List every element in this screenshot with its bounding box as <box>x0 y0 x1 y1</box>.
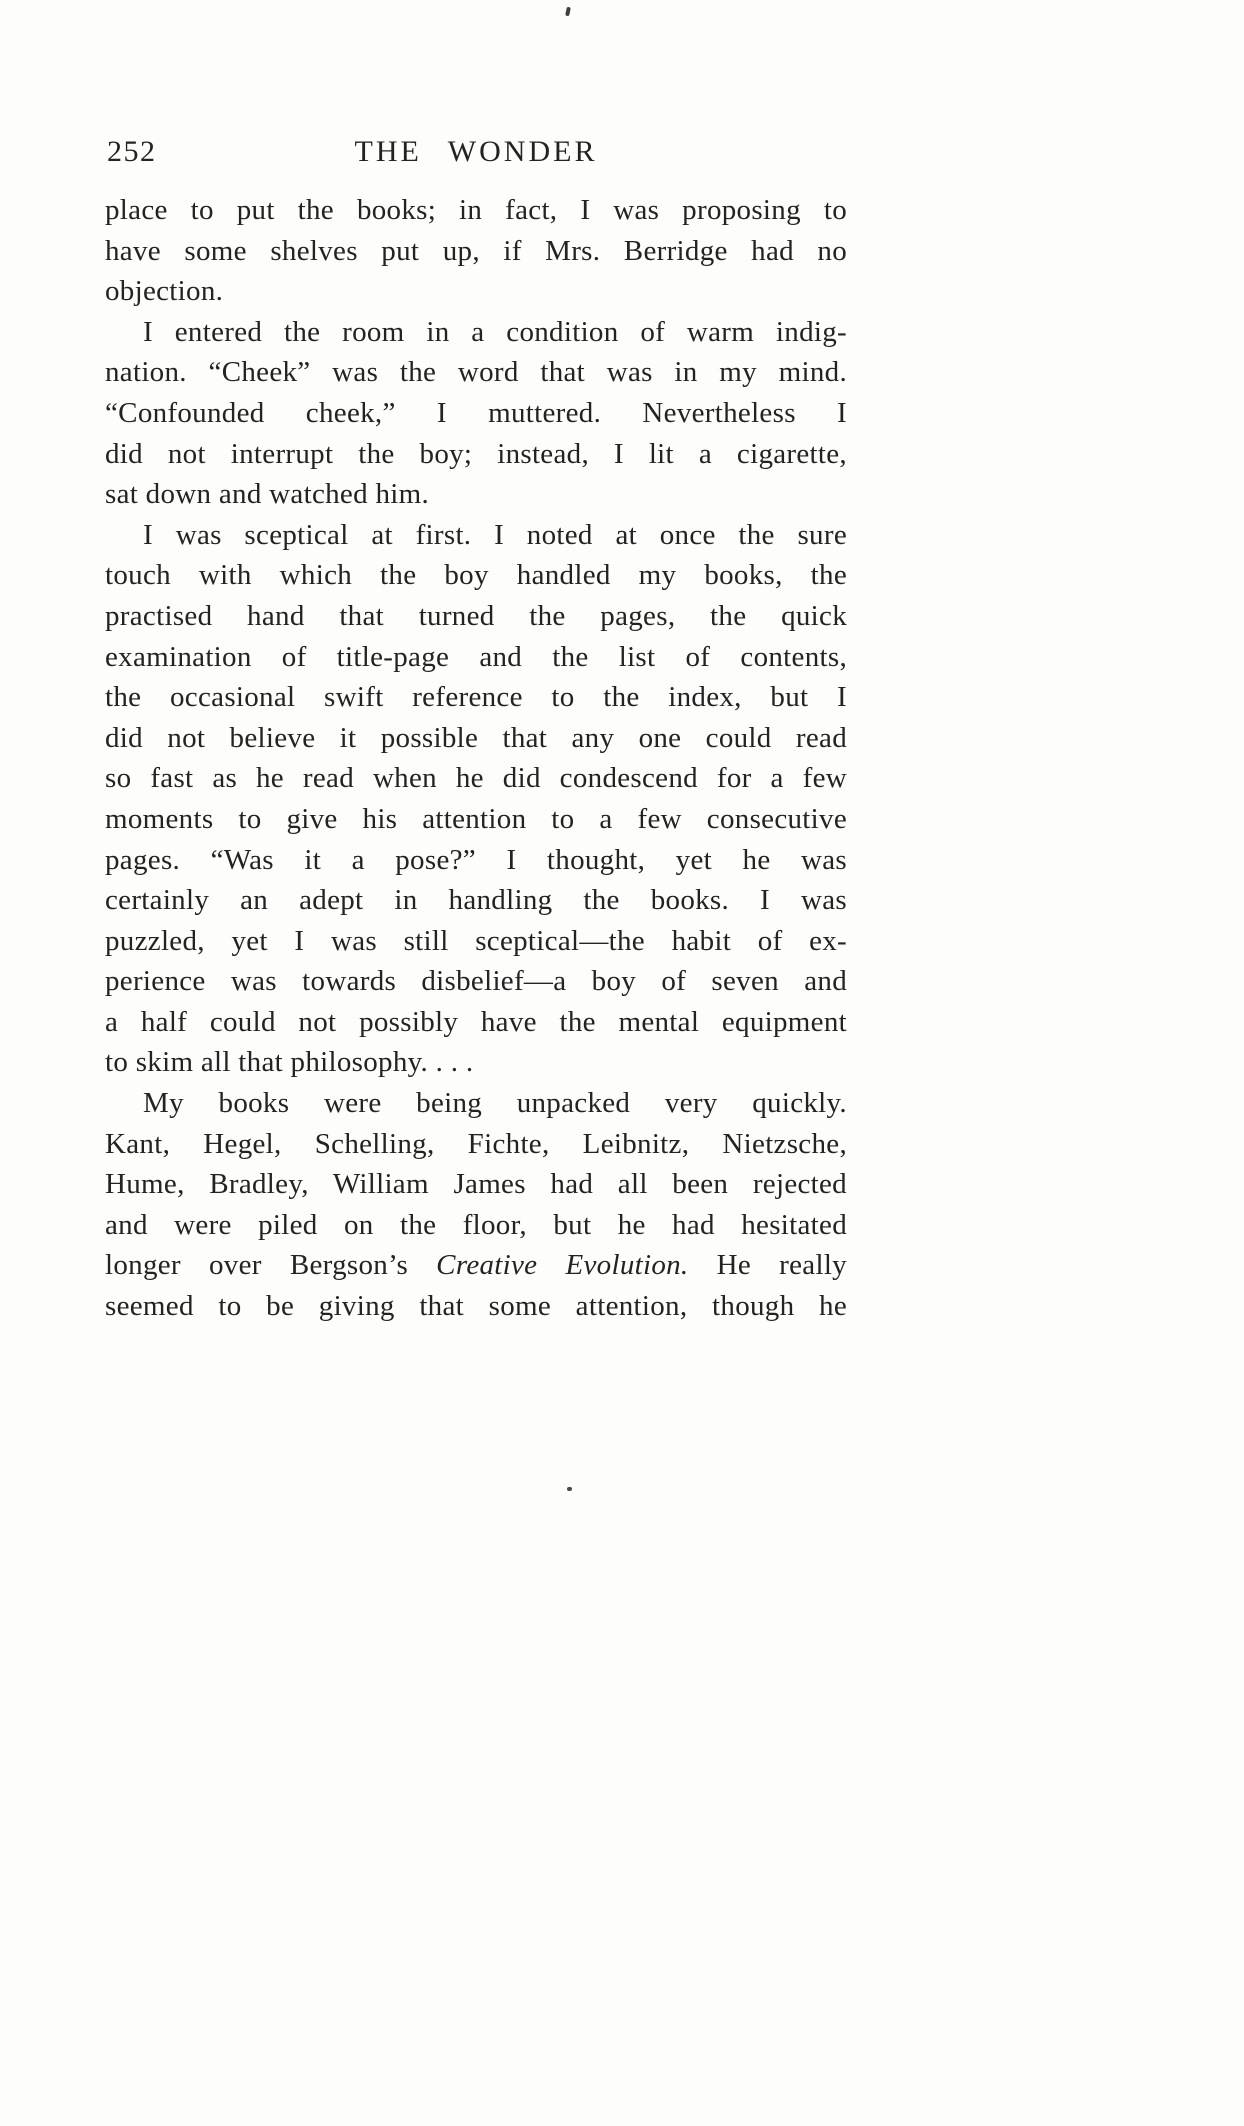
text-run: I was sceptical at first. I noted at once the sure <box>143 518 847 551</box>
text-line <box>105 231 847 272</box>
text-run: My books were being unpacked very quickly. <box>143 1087 847 1120</box>
text-run: a half could not possibly have the mental equipment <box>105 1005 847 1038</box>
text-line <box>105 271 847 312</box>
text-line <box>105 677 847 718</box>
text-run: “Confounded cheek,” I muttered. Nevertheless I <box>105 396 847 429</box>
text-run: seemed to be giving that some attention, though he <box>105 1290 847 1323</box>
text-line <box>105 190 847 231</box>
text-run: objection. <box>105 275 224 308</box>
text-line <box>105 434 847 475</box>
text-run: Kant, Hegel, Schelling, Fichte, Leibnitz, Nietzsche, <box>105 1127 847 1160</box>
scan-speck-top <box>565 7 571 17</box>
text-line <box>105 474 847 515</box>
page-number: 252 <box>107 135 157 168</box>
text-block <box>105 190 847 1327</box>
text-run: touch with which the boy handled my books, the <box>105 559 847 592</box>
text-run: examination of title-page and the list of contents, <box>105 640 847 673</box>
text-run: so fast as he read when he did condescend for a few <box>105 762 847 795</box>
text-run: Hume, Bradley, William James had all been rejected <box>105 1168 847 1201</box>
text-run: did not believe it possible that any one could read <box>105 721 847 754</box>
text-run: certainly an adept in handling the books. I was <box>105 884 847 917</box>
text-line <box>105 312 847 353</box>
text-line <box>105 880 847 921</box>
italic-book-title: Creative Evolution. <box>436 1249 689 1282</box>
text-run: I entered the room in a condition of warm indig- <box>143 315 847 348</box>
text-run: He really <box>688 1249 847 1282</box>
text-run: longer over Bergson’s <box>105 1249 437 1282</box>
text-run: to skim all that philosophy. . . . <box>105 1046 474 1079</box>
text-line <box>105 637 847 678</box>
text-line <box>105 1083 847 1124</box>
text-line <box>105 515 847 556</box>
text-line <box>105 352 847 393</box>
text-line <box>105 393 847 434</box>
text-line <box>105 921 847 962</box>
text-line <box>105 961 847 1002</box>
page-header <box>105 130 847 174</box>
text-run: have some shelves put up, if Mrs. Berridge had no <box>105 234 847 267</box>
text-line <box>105 1205 847 1246</box>
text-line <box>105 758 847 799</box>
scan-speck-bottom <box>567 1487 572 1491</box>
text-run: and were piled on the floor, but he had hesitated <box>105 1208 847 1241</box>
text-run: moments to give his attention to a few consecutive <box>105 802 847 835</box>
text-run: perience was towards disbelief—a boy of seven and <box>105 965 847 998</box>
text-run: the occasional swift reference to the index, but I <box>105 681 847 714</box>
text-run: puzzled, yet I was still sceptical—the habit of ex- <box>105 924 847 957</box>
text-run: did not interrupt the boy; instead, I lit a cigarette, <box>105 437 847 470</box>
text-line <box>105 555 847 596</box>
text-line <box>105 1245 847 1286</box>
text-run: sat down and watched him. <box>105 478 430 511</box>
text-line <box>105 1286 847 1327</box>
text-line <box>105 596 847 637</box>
text-line <box>105 718 847 759</box>
text-run: nation. “Cheek” was the word that was in my mind. <box>105 356 847 389</box>
text-line <box>105 1002 847 1043</box>
text-line <box>105 1042 847 1083</box>
running-title: THE WONDER <box>354 135 598 168</box>
text-line <box>105 840 847 881</box>
text-line <box>105 799 847 840</box>
text-line <box>105 1124 847 1165</box>
text-run: pages. “Was it a pose?” I thought, yet he was <box>105 843 847 876</box>
text-run: practised hand that turned the pages, the quick <box>105 599 847 632</box>
text-line <box>105 1164 847 1205</box>
text-run: place to put the books; in fact, I was proposing to <box>105 194 847 226</box>
